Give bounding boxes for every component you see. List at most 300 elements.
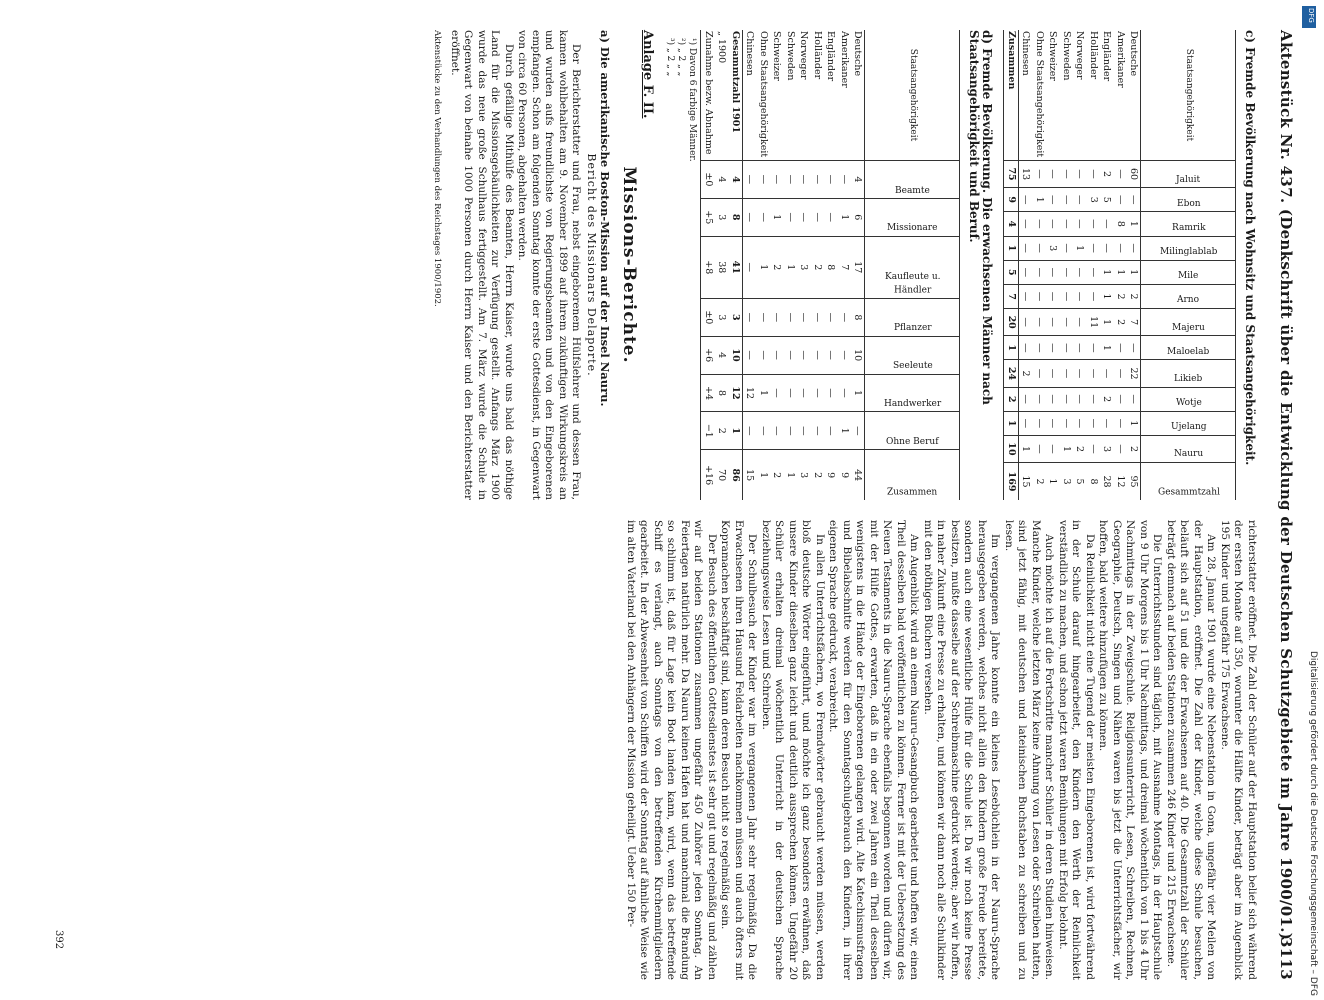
table-cell: — <box>1114 387 1128 411</box>
table-cell: 1 <box>1100 260 1114 284</box>
header-title: Aktenstück Nr. 437. (Denkschrift über die Entwicklung der Deutschen Schutzgebiete im Jahre 1900/01.) <box>1277 30 1295 941</box>
table-cell: +5 <box>701 198 715 236</box>
table-cell: — <box>770 412 784 450</box>
table-cell: 60 <box>1127 161 1141 188</box>
table-row <box>1060 30 1074 500</box>
body-paragraph: Auch möchte ich auf die Fortschritte mancher Schüler in deren Studien hinweisen. Manche Kinder, welche letzten März keine Ahnung von Lesen oder Schreiben hatten, sind jetzt fähig, mit deutschen und lateinischen Buchstaben zu schreiben und zu lesen. <box>1003 520 1056 980</box>
table-cell: — <box>1046 161 1060 188</box>
appendix-label: Anlage F. II. <box>640 30 656 119</box>
table-cell: — <box>757 298 771 336</box>
table-cell: 75 <box>1004 161 1019 188</box>
table-cell: — <box>1087 212 1101 236</box>
table-cell: 6 <box>851 198 865 236</box>
footnote: ²) „ 2 „ „ <box>676 38 687 77</box>
row-label: Schweizer <box>1047 31 1059 81</box>
column-header: Seeleute <box>865 336 960 374</box>
table-cell: — <box>1060 360 1074 387</box>
table-cell: 3 <box>1087 188 1101 212</box>
row-label: Engländer <box>825 31 837 82</box>
table-cell: 1 <box>1019 435 1033 462</box>
table-cell: 17 <box>851 236 865 298</box>
table-cell: — <box>824 374 838 412</box>
table-cell: — <box>824 198 838 236</box>
table-cell: ±0 <box>701 161 715 199</box>
table-cell: 15 <box>1019 463 1033 500</box>
table-cell: 1 <box>770 198 784 236</box>
column-header: Beamte <box>865 161 960 199</box>
table-cell: 2 <box>770 450 784 500</box>
row-label: Chinesen <box>1020 31 1032 76</box>
column-header: Arno <box>1141 284 1236 308</box>
table-cell: 4 <box>851 161 865 199</box>
footnote: ³) „ 2 „ „ <box>665 38 676 77</box>
digitization-credit <box>1304 6 1318 996</box>
table-cell: — <box>1073 387 1087 411</box>
table-cell: — <box>1060 387 1074 411</box>
table-cell: — <box>1046 387 1060 411</box>
column-header: Pflanzer <box>865 298 960 336</box>
total-row <box>729 30 743 500</box>
table-men-by-occupation <box>701 30 961 500</box>
table-cell: — <box>838 298 852 336</box>
table-cell: — <box>743 412 757 450</box>
dfg-logo-text: DFG <box>1307 8 1315 23</box>
table-cell: — <box>811 161 825 199</box>
table-cell: — <box>838 336 852 374</box>
table-cell: 2 <box>715 412 729 450</box>
table-cell: 44 <box>851 450 865 500</box>
table-cell: — <box>1033 236 1047 260</box>
table-cell: — <box>757 161 771 199</box>
table-cell: — <box>1019 284 1033 308</box>
table-cell: — <box>1046 435 1060 462</box>
table-cell: — <box>770 298 784 336</box>
table-cell: 2 <box>1100 387 1114 411</box>
table-cell: 3 <box>715 298 729 336</box>
table-cell: — <box>784 298 798 336</box>
column-header: Staatsangehörigkeit <box>865 30 960 161</box>
table-cell: — <box>1073 360 1087 387</box>
table-cell: 1 <box>1060 435 1074 462</box>
table-cell: — <box>797 374 811 412</box>
table-cell: — <box>1114 336 1128 360</box>
table-cell: 12 <box>1114 463 1128 500</box>
table-cell: 1 <box>838 198 852 236</box>
table-cell: — <box>1060 284 1074 308</box>
table-row <box>770 30 784 500</box>
table-cell: — <box>1073 309 1087 336</box>
table-cell: — <box>1019 236 1033 260</box>
body-paragraph: Der Besuch des öffentlichen Gottesdienstes ist sehr gut und regelmäßig und zählen wir auf beiden Stationen zusammen ungefähr 450 Zuhörer jeden Sonntag. An Feiertagen natürlich mehr. Da Nauru keinen Hafen hat und manchmal die Brandung so schlimm ist, daß für Lage kein Boot landen kann, wird, wenn das betreffende Schiff es verlangt, auch Sonntags von den betreffenden Kirchenmitgliedern gearbeitet. In der Abwesenheit von Schiffen wird der Sonntag auf ähnliche Weise wie im alten Vaterland bei den Anhängern der Mission geheiligt. Ueber 150 Per- <box>625 520 718 981</box>
table-cell: — <box>1073 260 1087 284</box>
table-cell: — <box>757 412 771 450</box>
left-column <box>430 30 1258 500</box>
table-cell: — <box>797 336 811 374</box>
table-cell: — <box>1087 161 1101 188</box>
body-paragraph: richterstatter eröffnet. Die Zahl der Schüler auf der Hauptstation belief sich während der ersten Monate auf 350, worunter die Hälfte Kinder, beträgt aber im Augenblick 195 Kinder und ungefähr 175 Erwachsene. <box>1219 520 1258 980</box>
table-cell: — <box>1073 212 1087 236</box>
column-header: Majeru <box>1141 309 1236 336</box>
table-cell: — <box>1087 411 1101 435</box>
table-cell: — <box>1019 411 1033 435</box>
table-cell: — <box>1087 260 1101 284</box>
table-row <box>784 30 798 500</box>
body-paragraph: Am 28. Januar 1901 wurde eine Nebenstation in Gona, ungefähr vier Meilen von der Hauptstation, eröffnet. Die Zahl der Kinder, welche diese Schule besuchen, beläuft sich auf 51 und die der Erwachsenen auf 40. Die Gesammtzahl der Schüler beträgt demnach auf beiden Stationen zusammen 246 Kinder und 215 Erwachsene. <box>1165 520 1218 980</box>
column-header: Ohne Beruf <box>865 412 960 450</box>
table-cell: — <box>851 412 865 450</box>
table-cell: — <box>824 336 838 374</box>
table-cell: 2 <box>1033 463 1047 500</box>
table-cell: 28 <box>1100 463 1114 500</box>
table-cell: — <box>1046 360 1060 387</box>
table-cell: 2 <box>1019 360 1033 387</box>
table-cell: — <box>1033 309 1047 336</box>
table-cell: 8 <box>824 236 838 298</box>
table-cell: 70 <box>715 450 729 500</box>
table-cell: — <box>811 374 825 412</box>
table-cell: — <box>784 412 798 450</box>
total-row <box>715 30 729 500</box>
row-label: Norweger <box>1074 31 1086 80</box>
row-label: Holländer <box>812 31 823 80</box>
table-cell: — <box>1114 435 1128 462</box>
column-header: Zusammen <box>865 450 960 500</box>
table-row <box>743 30 757 500</box>
footnote: ¹) Davon 6 farbige Männer. <box>687 38 698 162</box>
table-cell: 3 <box>715 198 729 236</box>
row-label: Amerikaner <box>1115 31 1126 88</box>
column-header: Wotje <box>1141 387 1236 411</box>
table-cell: 8 <box>715 374 729 412</box>
table-cell: 1 <box>784 450 798 500</box>
table-cell: 12 <box>729 374 743 412</box>
column-header: Ujelang <box>1141 411 1236 435</box>
table-cell: — <box>1087 387 1101 411</box>
table-cell: — <box>797 198 811 236</box>
table-cell: 1 <box>1127 212 1141 236</box>
table-cell: — <box>824 412 838 450</box>
table-cell: 8 <box>1087 463 1101 500</box>
table-cell: — <box>1060 212 1074 236</box>
credit-text: Digitalisierung gefördert durch die Deutsche Forschungsgemeinschaft – DFG <box>1308 650 1318 996</box>
table-cell: +6 <box>701 336 715 374</box>
table-cell: 9 <box>838 450 852 500</box>
table-cell: 2 <box>811 236 825 298</box>
table-cell: +8 <box>701 236 715 298</box>
column-header: Staatsangehörigkeit <box>1141 30 1236 161</box>
table-cell: — <box>743 236 757 298</box>
table-cell: 10 <box>1004 435 1019 462</box>
table-cell: — <box>1019 188 1033 212</box>
table-row <box>1100 30 1114 500</box>
table-cell: 9 <box>824 450 838 500</box>
table-cell: 3 <box>797 236 811 298</box>
column-header: Milinglablab <box>1141 236 1236 260</box>
table-cell: 24 <box>1004 360 1019 387</box>
row-label: „ 1900 <box>716 31 728 64</box>
table-cell: — <box>1127 236 1141 260</box>
table-cell: 7 <box>1004 284 1019 308</box>
table-cell: — <box>797 161 811 199</box>
table-row <box>824 30 838 500</box>
row-label: Schweizer <box>771 31 783 81</box>
table-cell: 20 <box>1004 309 1019 336</box>
table-cell: 1 <box>757 450 771 500</box>
table-residence-nationality <box>1004 30 1237 500</box>
table-cell: 1 <box>838 412 852 450</box>
table-cell: 2 <box>811 450 825 500</box>
table-cell: — <box>757 198 771 236</box>
table-cell: — <box>1033 387 1047 411</box>
table-cell: 7 <box>1127 309 1141 336</box>
table-cell: +16 <box>701 450 715 500</box>
row-label: Amerikaner <box>839 31 850 88</box>
table-cell: — <box>1033 161 1047 188</box>
table-cell: — <box>784 336 798 374</box>
mission-subheading: Bericht des Missionars Delaporte. <box>585 153 598 377</box>
table-cell: ±0 <box>701 298 715 336</box>
table-cell: 2 <box>1004 387 1019 411</box>
dfg-logo <box>1302 6 1316 28</box>
table-cell: — <box>743 161 757 199</box>
table-cell: — <box>1100 360 1114 387</box>
table-footnotes <box>665 38 698 500</box>
column-header: Mile <box>1141 260 1236 284</box>
row-label: Norweger <box>798 31 810 80</box>
table-cell: — <box>784 374 798 412</box>
table-cell: — <box>1019 387 1033 411</box>
table-cell: 2 <box>1100 161 1114 188</box>
row-label: Engländer <box>1101 31 1113 82</box>
column-header: Maloelab <box>1141 336 1236 360</box>
table-cell: 3 <box>1060 463 1074 500</box>
table-cell: 1 <box>1033 188 1047 212</box>
table-row <box>1127 30 1141 500</box>
body-paragraph: Im vergangenen Jahre konnte ein kleines Lesebüchlein in der Nauru-Sprache herausgegeben werden, welches nicht allein den Kindern große Freude bereitete, sondern auch eine wesentliche Hülfe für die Schule ist. Da wir noch keine Presse besitzen, mußte dasselbe auf der Schreibmaschine gedruckt werden; aber wir hoffen, in naher Zukunft eine Presse zu erhalten, und können wir dann noch alle Schulkinder mit den nöthigen Büchern versehen. <box>922 520 1002 980</box>
table-cell: — <box>824 298 838 336</box>
header-page-number: 3113 <box>1277 937 1295 980</box>
missions-title: Missions-Berichte. <box>619 166 639 364</box>
table-cell: — <box>743 336 757 374</box>
table-cell: 4 <box>1004 212 1019 236</box>
column-header: Nauru <box>1141 435 1236 462</box>
table-cell: 4 <box>715 161 729 199</box>
table-row <box>1019 30 1033 500</box>
table-cell: 1 <box>1100 309 1114 336</box>
table-cell: — <box>1046 188 1060 212</box>
table-cell: — <box>1114 360 1128 387</box>
table-cell: 10 <box>851 336 865 374</box>
table-cell: 2 <box>1127 435 1141 462</box>
table-cell: 1 <box>784 236 798 298</box>
table-cell: 15 <box>743 450 757 500</box>
row-label: Gesammtzahl 1901 <box>729 30 743 161</box>
section-c-title: c) Fremde Bevölkerung nach Wohnsitz und Staatsangehörigkeit. <box>1243 30 1257 466</box>
mission-paragraph: Der Berichterstatter und Frau, nebst eingeborenem Hülfslehrer und dessen Frau, kamen wohlbehalten am 9. November 1899 auf ihrem zukünftigen Wirkungskreis an und wurden aufs freundlichste von Regierungsbeamten und von den Eingeborenen empfangen. Schon am folgenden Sonntag konnte der erste Gottesdienst, in Gegenwart von circa 60 Personen, abgehalten werden. <box>516 30 583 500</box>
body-paragraph: Da Reinlichkeit nicht eine Tugend der meisten Eingeborenen ist, wird fortwährend in der Schule darauf hingearbeitet, den Kindern den Werth der Reinlichkeit verständlich zu machen, und schon jetzt waren Bemühungen mit Erfolg belohnt. <box>1057 520 1096 980</box>
table-cell: — <box>811 198 825 236</box>
table-cell: — <box>784 198 798 236</box>
body-paragraph: In allen Unterrichtsfächern, wo Fremdwörter gebraucht werden müssen, werden bloß deutsche Wörter eingeführt, und möchte ich ganz besonders erwähnen, daß unsere Kinder dieselben ganz leicht und deutlich aussprechen können. Ungefähr 20 Schüler erhalten dreimal wöchentlich Unterricht in der deutschen Sprache beziehungsweise Lesen und Schreiben. <box>760 520 826 980</box>
table-row <box>1073 30 1087 500</box>
row-label: Deutsche <box>1128 31 1140 77</box>
table-cell: 5 <box>1004 260 1019 284</box>
table-cell: 1 <box>1004 336 1019 360</box>
table-cell: — <box>1127 336 1141 360</box>
mission-paragraph: Durch gefällige Mithülfe des Beamten, Herrn Kaiser, wurde uns bald das nöthige Land für die Missionsgebäulichkeiten zur Verfügung gestellt. Anfangs März 1900 wurde das neue große Schulhaus fertiggestellt. Am 7. März wurde die Schule in Gegenwart von beinahe 1000 Personen durch Herrn Kaiser und den Berichterstatter eröffnet. <box>449 30 515 500</box>
table-cell: 5 <box>1073 463 1087 500</box>
table-cell: 1 <box>1004 236 1019 260</box>
row-label: Holländer <box>1088 31 1099 80</box>
table-cell: 2 <box>1073 435 1087 462</box>
table-cell: 12 <box>743 374 757 412</box>
table-cell: — <box>1033 435 1047 462</box>
table-cell: 86 <box>729 450 743 500</box>
table-cell: 3 <box>797 450 811 500</box>
table-cell: — <box>1127 188 1141 212</box>
table-cell: 4 <box>715 336 729 374</box>
table-cell: — <box>784 161 798 199</box>
table-cell: — <box>1060 260 1074 284</box>
table-row <box>1087 30 1101 500</box>
table-cell: 3 <box>1100 435 1114 462</box>
table-cell: — <box>1114 411 1128 435</box>
table-cell: — <box>770 161 784 199</box>
table-cell: — <box>1019 336 1033 360</box>
table-cell: 7 <box>838 236 852 298</box>
table-cell: 1 <box>1073 236 1087 260</box>
table-cell: — <box>811 336 825 374</box>
row-label: Ohne Staatsangehörigkeit <box>758 31 769 158</box>
row-label: Zunahme bezw. Abnahme <box>703 31 714 155</box>
table-cell: — <box>1033 284 1047 308</box>
page-number: 392 <box>53 930 64 950</box>
table-cell: — <box>1060 161 1074 188</box>
table-cell: — <box>1087 236 1101 260</box>
table-cell: 41 <box>729 236 743 298</box>
table-cell: — <box>1046 336 1060 360</box>
table-cell: 3 <box>1046 236 1060 260</box>
table-row <box>851 30 865 500</box>
table-cell: — <box>1087 360 1101 387</box>
table-cell: — <box>1046 309 1060 336</box>
table-cell: — <box>811 298 825 336</box>
table-cell: 11 <box>1087 309 1101 336</box>
table-cell: — <box>1046 212 1060 236</box>
table-cell: — <box>1073 336 1087 360</box>
mission-heading: a) Die amerikanische Boston-Mission auf der Insel Nauru. <box>598 30 613 407</box>
table-cell: — <box>770 336 784 374</box>
table-cell: — <box>1033 260 1047 284</box>
table-cell: — <box>1060 336 1074 360</box>
table-cell: — <box>1100 411 1114 435</box>
table-cell: 2 <box>1114 284 1128 308</box>
table-cell: — <box>797 412 811 450</box>
body-paragraph: Der Schulbesuch der Kinder war im vergangenen Jahr sehr regelmäßig. Da die Erwachsenen ihren Hausund Feldarbeiten nachkommen müssen und auch öfters mit Kopramachen beschäftigt sind, kann deren Besuch nicht so regelmäßig sein. <box>719 520 759 980</box>
table-row <box>811 30 825 500</box>
table-cell: — <box>838 374 852 412</box>
table-cell: — <box>1073 161 1087 188</box>
table-cell: 1 <box>1046 463 1060 500</box>
table-cell: — <box>1127 387 1141 411</box>
column-header: Handwerker <box>865 374 960 412</box>
table-cell: — <box>1100 212 1114 236</box>
column-header: Missionare <box>865 198 960 236</box>
table-cell: — <box>1046 260 1060 284</box>
table-cell: +4 <box>701 374 715 412</box>
table-cell: — <box>1046 284 1060 308</box>
table-cell: — <box>1114 161 1128 188</box>
table-cell: 95 <box>1127 463 1141 500</box>
reichstag-footer: Aktenstücke zu den Verhandlungen des Reichstages 1900/1902. <box>432 30 443 307</box>
right-column <box>624 520 1259 980</box>
table-cell: — <box>1060 411 1074 435</box>
table-cell: — <box>1073 188 1087 212</box>
table-cell: — <box>1033 411 1047 435</box>
table-cell: 22 <box>1127 360 1141 387</box>
table-cell: — <box>824 161 838 199</box>
section-d-title: d) Fremde Bevölkerung. Die erwachsenen Männer nach Staatsangehörigkeit und Beruf. <box>967 30 995 405</box>
body-paragraph: Am Augenblick wird an einem Nauru-Gesangbuch gearbeitet und hoffen wir, einen Theil desselben bald veröffentlichen zu können. Ferner ist mit der Uebersetzung des Neuen Testaments in die Nauru-Sprache ebenfalls begonnen worden und dürfen wir, mit der Hülfe Gottes, erwarten, daß in ein oder zwei Jahren ein Theil desselben wenigstens in die Hände der Eingeborenen gelangen wird. Alte Katechismusfragen und Bibelabschnitte werden für den Sonntagschulgebrauch den Kindern, in ihrer eigenen Sprache gedruckt, verabreicht. <box>827 520 921 980</box>
table-cell: 8 <box>1114 212 1128 236</box>
table-cell: — <box>1019 212 1033 236</box>
table-cell: 1 <box>757 236 771 298</box>
table-cell: 10 <box>729 336 743 374</box>
row-label: Deutsche <box>852 31 864 77</box>
table-cell: — <box>838 161 852 199</box>
table-cell: — <box>1087 284 1101 308</box>
table-cell: — <box>1033 212 1047 236</box>
table-cell: — <box>1019 260 1033 284</box>
table-row <box>797 30 811 500</box>
table-row <box>757 30 771 500</box>
table-cell: 38 <box>715 236 729 298</box>
table-cell: 4 <box>729 161 743 199</box>
table-cell: — <box>1046 411 1060 435</box>
table-cell: 1 <box>1004 411 1019 435</box>
table-row <box>1033 30 1047 500</box>
table-cell: — <box>1087 336 1101 360</box>
row-label: Schweden <box>1061 31 1072 81</box>
column-header: Kaufleute u. Händler <box>865 236 960 298</box>
table-cell: 1 <box>851 374 865 412</box>
row-label: Zusammen <box>1004 30 1019 161</box>
column-header: Ramrik <box>1141 212 1236 236</box>
table-row <box>838 30 852 500</box>
table-cell: — <box>1087 435 1101 462</box>
row-label: Ohne Staatsangehörigkeit <box>1034 31 1045 158</box>
table-cell: — <box>1060 236 1074 260</box>
table-cell: — <box>1073 284 1087 308</box>
table-cell: 169 <box>1004 463 1019 500</box>
table-cell: 1 <box>1127 411 1141 435</box>
row-label: Schweden <box>785 31 796 81</box>
table-cell: 1 <box>1127 260 1141 284</box>
table-cell: — <box>743 198 757 236</box>
table-cell: — <box>1060 188 1074 212</box>
column-header: Gesammtzahl <box>1141 463 1236 500</box>
table-cell: 1 <box>1100 336 1114 360</box>
table-cell: 9 <box>1004 188 1019 212</box>
column-header: Jaluit <box>1141 161 1236 188</box>
column-header: Likieb <box>1141 360 1236 387</box>
table-cell: — <box>1060 309 1074 336</box>
table-cell: — <box>743 298 757 336</box>
table-cell: −1 <box>701 412 715 450</box>
table-cell: — <box>1033 360 1047 387</box>
body-paragraph: Die Unterrichtsstunden sind täglich, mit Ausnahme Montags, in der Hauptschule von 9 Uhr Morgens bis 1 Uhr Nachmittags, und dreimal wöchentlich von 1 bis 4 Uhr Nachmittags in der Zweigschule. Religionsunterricht, Lesen, Schreiben, Rechnen, Geographie, Deutsch, Singen und Nähen waren bis jetzt die Unterrichtsfächer, wir hoffen, bald weitere hinzufügen zu können. <box>1097 520 1164 980</box>
table-cell: 5 <box>1100 188 1114 212</box>
